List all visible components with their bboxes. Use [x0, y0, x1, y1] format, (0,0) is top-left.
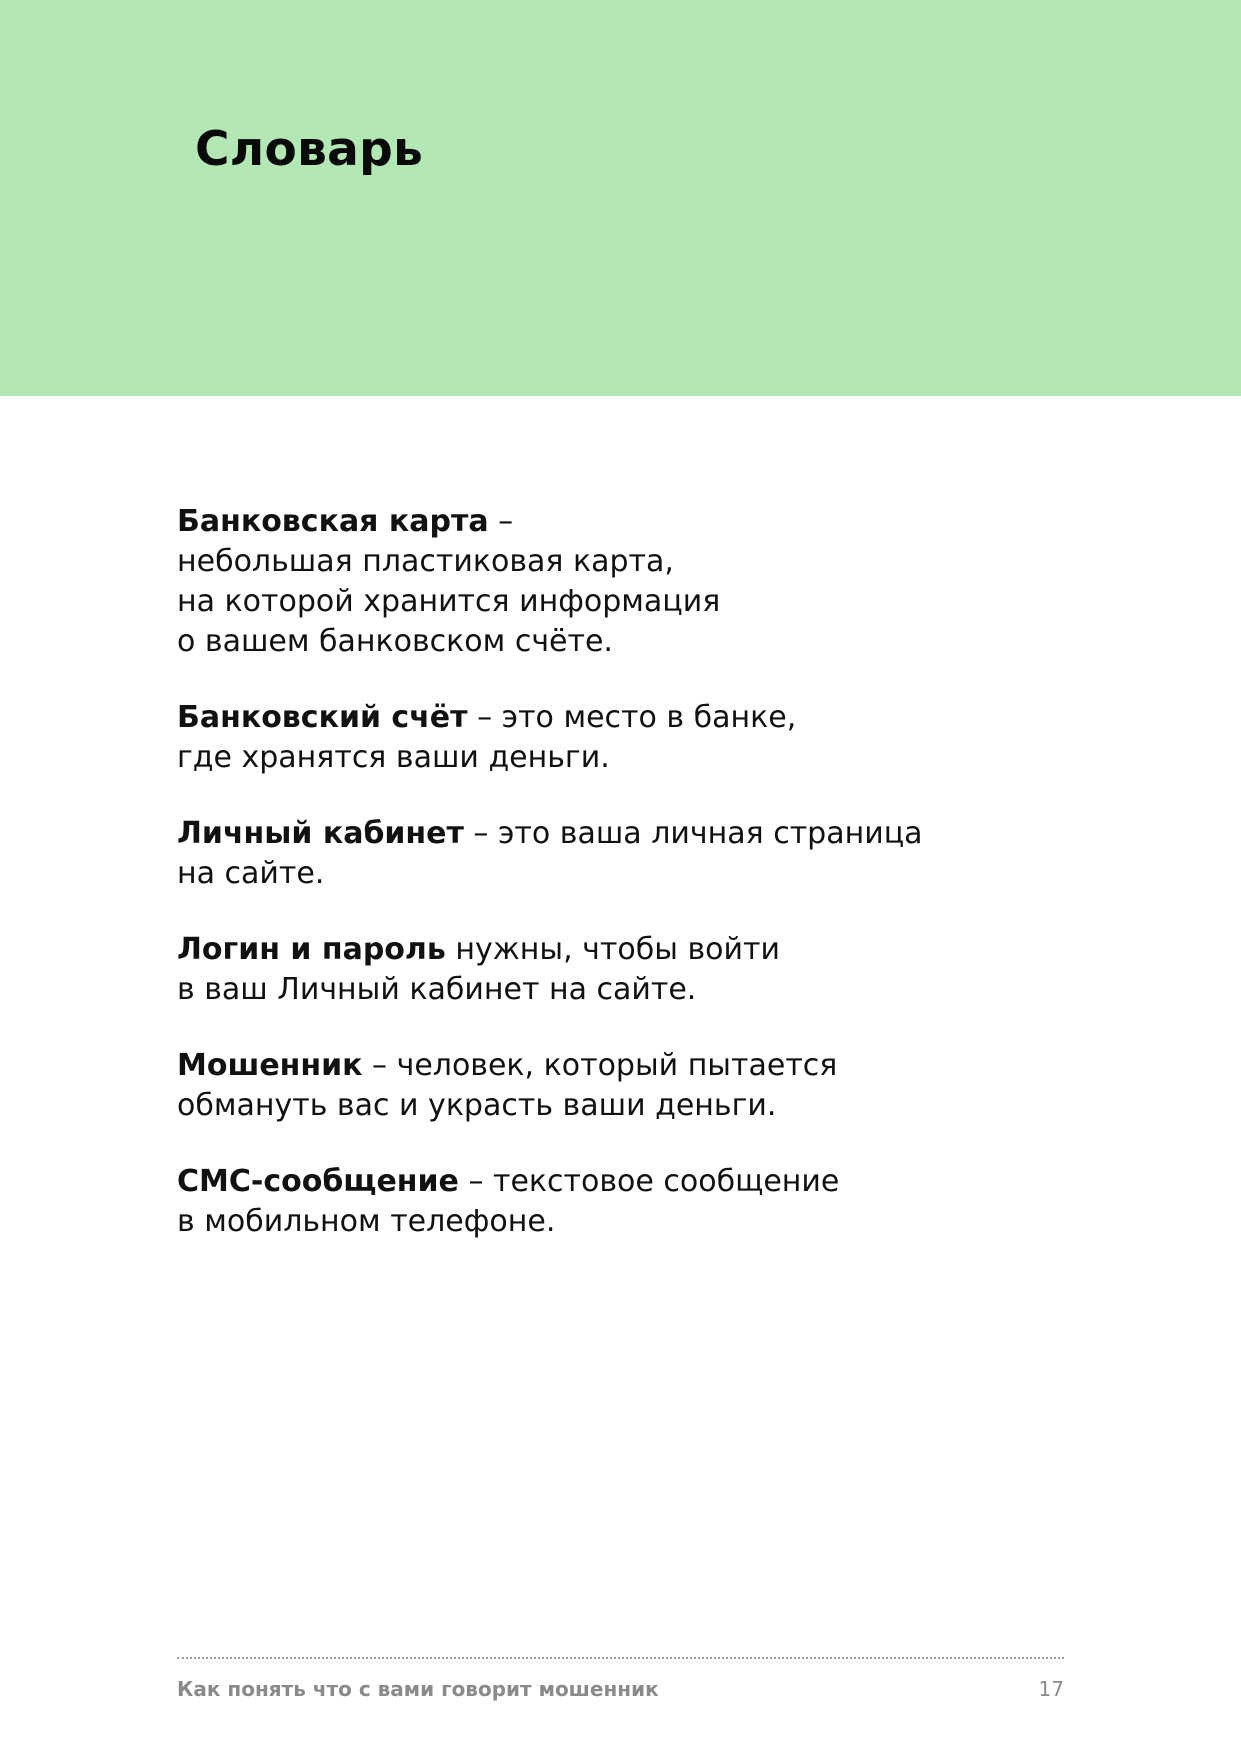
- glossary-entry-line: [177, 930, 1077, 970]
- glossary-definition: – это место в банке,: [467, 700, 797, 735]
- glossary-definition-line: в ваш Личный кабинет на сайте.: [177, 972, 697, 1007]
- glossary-entry-bank-account: [177, 698, 1077, 778]
- glossary-definition: –: [488, 504, 514, 539]
- glossary-definition-line: на сайте.: [177, 856, 325, 891]
- glossary-term: Личный кабинет: [177, 816, 464, 851]
- glossary-term: Банковский счёт: [177, 700, 468, 735]
- footer-divider: [177, 1657, 1064, 1659]
- glossary-term: СМС-сообщение: [177, 1164, 459, 1199]
- glossary-entry-fraudster: [177, 1046, 1077, 1126]
- page-title: Словарь: [195, 122, 424, 177]
- footer-title: Как понять что с вами говорит мошенник: [177, 1677, 659, 1701]
- glossary-entry-bank-card: [177, 502, 1077, 662]
- glossary-entry-line: [177, 698, 1077, 738]
- glossary-entry-line: [177, 814, 1077, 854]
- header-band: [0, 0, 1241, 396]
- glossary-definition: нужны, чтобы войти: [445, 932, 780, 967]
- glossary-definition: – текстовое сообщение: [458, 1164, 840, 1199]
- glossary-entry-line: [177, 1162, 1077, 1202]
- glossary-entry-line: [177, 1046, 1077, 1086]
- glossary-definition-line: где хранятся ваши деньги.: [177, 740, 610, 775]
- glossary-entry-sms: [177, 1162, 1077, 1242]
- glossary-list: [177, 502, 1077, 1278]
- glossary-term: Мошенник: [177, 1048, 363, 1083]
- glossary-definition-line: обмануть вас и украсть ваши деньги.: [177, 1088, 777, 1123]
- glossary-term: Логин и пароль: [177, 932, 446, 967]
- page-number: 17: [1038, 1677, 1064, 1701]
- glossary-definition-line: в мобильном телефоне.: [177, 1204, 556, 1239]
- glossary-definition: – это ваша личная страница: [463, 816, 923, 851]
- glossary-entry-line: [177, 502, 1077, 542]
- glossary-term: Банковская карта: [177, 504, 489, 539]
- glossary-definition-line: о вашем банковском счёте.: [177, 624, 613, 659]
- glossary-entry-login-password: [177, 930, 1077, 1010]
- glossary-definition-line: на которой хранится информация: [177, 584, 721, 619]
- glossary-entry-personal-account: [177, 814, 1077, 894]
- glossary-definition-line: небольшая пластиковая карта,: [177, 544, 674, 579]
- glossary-definition: – человек, который пытается: [362, 1048, 838, 1083]
